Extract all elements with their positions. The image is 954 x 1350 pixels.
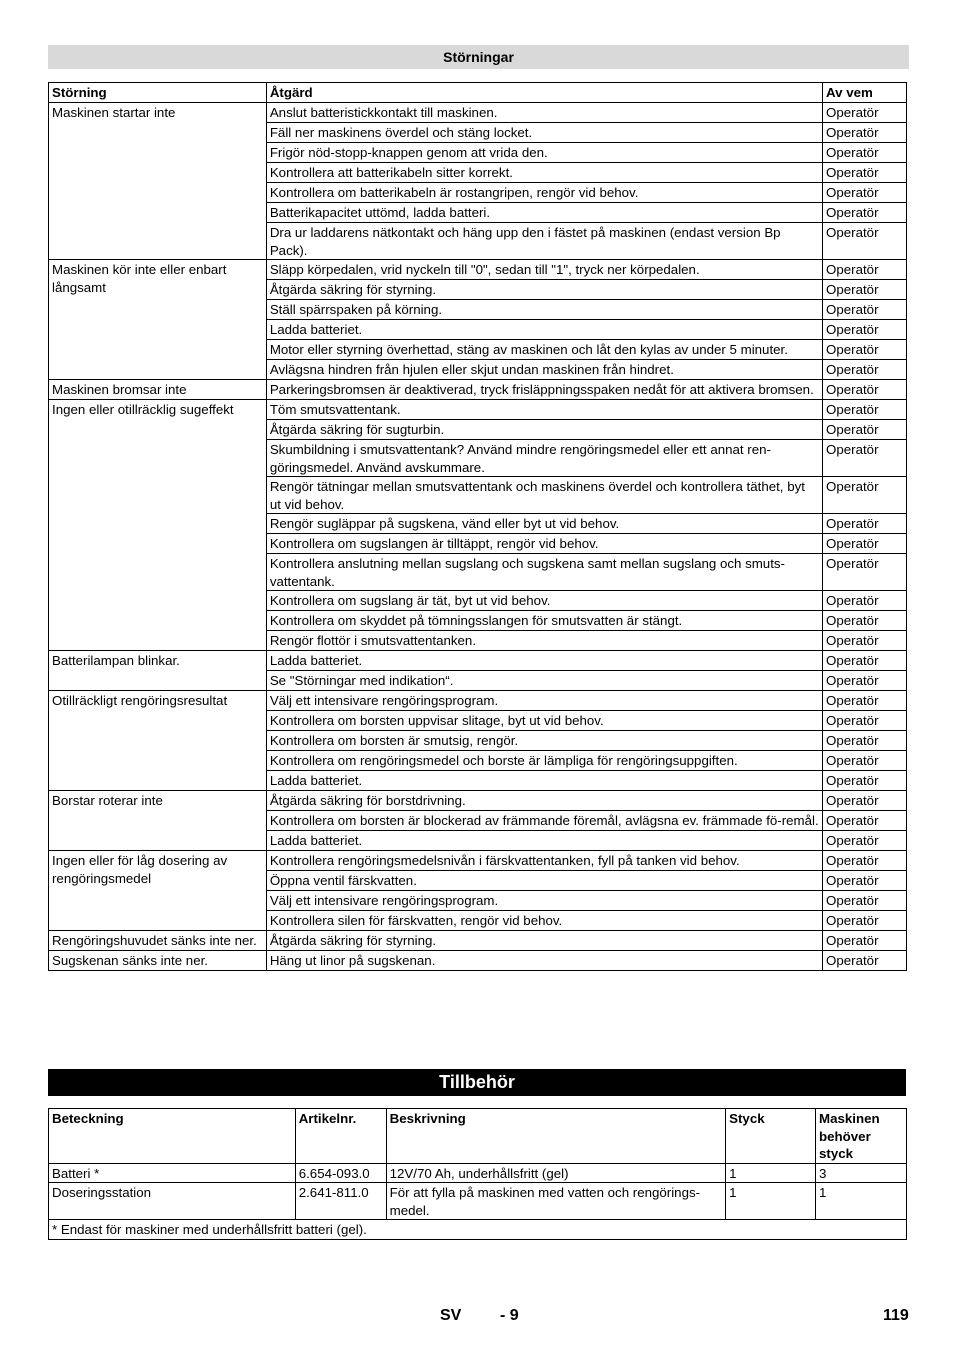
- header-by: Av vem: [823, 83, 907, 103]
- section-title-accessories: Tillbehör: [48, 1069, 906, 1096]
- header-remedy: Åtgärd: [266, 83, 822, 103]
- remedy-cell: Kontrollera om borsten är blockerad av främmande föremål, avlägsna ev. främmade fö-remål.: [266, 811, 822, 831]
- accessory-article-cell: 6.654-093.0: [295, 1163, 386, 1183]
- by-cell: Operatör: [823, 811, 907, 831]
- fault-cell: Borstar roterar inte: [49, 791, 267, 851]
- remedy-cell: Rengör sugläppar på sugskena, vänd eller byt ut vid behov.: [266, 514, 822, 534]
- footer-page-local: - 9: [500, 1307, 519, 1324]
- remedy-cell: Häng ut linor på sugskenan.: [266, 951, 822, 971]
- remedy-cell: Kontrollera rengöringsmedelsnivån i färskvattentanken, fyll på tanken vid behov.: [266, 851, 822, 871]
- by-cell: Operatör: [823, 223, 907, 260]
- remedy-cell: Batterikapacitet uttömd, ladda batteri.: [266, 203, 822, 223]
- remedy-cell: Kontrollera om sugslangen är tilltäppt, rengör vid behov.: [266, 534, 822, 554]
- table-row: [49, 400, 907, 420]
- accessory-qty-cell: 1: [726, 1183, 816, 1220]
- header-qty: Styck: [726, 1109, 816, 1164]
- remedy-cell: Ladda batteriet.: [266, 320, 822, 340]
- remedy-cell: Frigör nöd-stopp-knappen genom att vrida den.: [266, 143, 822, 163]
- accessory-article-cell: 2.641-811.0: [295, 1183, 386, 1220]
- accessories-header-row: [49, 1109, 907, 1164]
- remedy-cell: Se "Störningar med indikation“.: [266, 671, 822, 691]
- by-cell: Operatör: [823, 831, 907, 851]
- fault-cell: Rengöringshuvudet sänks inte ner.: [49, 931, 267, 951]
- table-row: [49, 791, 907, 811]
- remedy-cell: Töm smutsvattentank.: [266, 400, 822, 420]
- by-cell: Operatör: [823, 651, 907, 671]
- remedy-cell: Ställ spärrspaken på körning.: [266, 300, 822, 320]
- by-cell: Operatör: [823, 123, 907, 143]
- remedy-cell: Kontrollera om batterikabeln är rostangripen, rengör vid behov.: [266, 183, 822, 203]
- remedy-cell: Åtgärda säkring för styrning.: [266, 931, 822, 951]
- header-article: Artikelnr.: [295, 1109, 386, 1164]
- by-cell: Operatör: [823, 851, 907, 871]
- remedy-cell: Ladda batteriet.: [266, 651, 822, 671]
- header-fault: Störning: [49, 83, 267, 103]
- remedy-cell: Avlägsna hindren från hjulen eller skjut undan maskinen från hindret.: [266, 360, 822, 380]
- table-row: [49, 1183, 907, 1220]
- table-row: [49, 931, 907, 951]
- header-description: Beskrivning: [386, 1109, 725, 1164]
- by-cell: Operatör: [823, 611, 907, 631]
- by-cell: Operatör: [823, 477, 907, 514]
- fault-cell: Sugskenan sänks inte ner.: [49, 951, 267, 971]
- by-cell: Operatör: [823, 591, 907, 611]
- by-cell: Operatör: [823, 143, 907, 163]
- remedy-cell: Kontrollera anslutning mellan sugslang och sugskena samt mellan sugslang och smuts-vattentank.: [266, 554, 822, 591]
- by-cell: Operatör: [823, 931, 907, 951]
- fault-cell: Batterilampan blinkar.: [49, 651, 267, 691]
- remedy-cell: Kontrollera om sugslang är tät, byt ut vid behov.: [266, 591, 822, 611]
- fault-cell: Ingen eller otillräcklig sugeffekt: [49, 400, 267, 651]
- by-cell: Operatör: [823, 420, 907, 440]
- remedy-cell: Släpp körpedalen, vrid nyckeln till "0", sedan till "1", tryck ner körpedalen.: [266, 260, 822, 280]
- by-cell: Operatör: [823, 791, 907, 811]
- remedy-cell: Kontrollera att batterikabeln sitter korrekt.: [266, 163, 822, 183]
- footer-lang: SV: [440, 1307, 462, 1324]
- by-cell: Operatör: [823, 440, 907, 477]
- remedy-cell: Anslut batteristickkontakt till maskinen.: [266, 103, 822, 123]
- remedy-cell: Skumbildning i smutsvattentank? Använd mindre rengöringsmedel eller ett annat ren-göringsmedel. Använd avskummare.: [266, 440, 822, 477]
- footnote: * Endast för maskiner med underhållsfritt batteri (gel).: [49, 1220, 907, 1240]
- accessory-qty-cell: 1: [726, 1163, 816, 1183]
- table-row: [49, 691, 907, 711]
- table-row: [49, 260, 907, 280]
- by-cell: Operatör: [823, 891, 907, 911]
- remedy-cell: Kontrollera om borsten är smutsig, rengör.: [266, 731, 822, 751]
- by-cell: Operatör: [823, 711, 907, 731]
- by-cell: Operatör: [823, 911, 907, 931]
- by-cell: Operatör: [823, 871, 907, 891]
- remedy-cell: Öppna ventil färskvatten.: [266, 871, 822, 891]
- remedy-cell: Kontrollera om rengöringsmedel och borste är lämpliga för rengöringsuppgiften.: [266, 751, 822, 771]
- by-cell: Operatör: [823, 514, 907, 534]
- footer-page-global: 119: [883, 1307, 909, 1324]
- accessory-description-cell: För att fylla på maskinen med vatten och rengörings-medel.: [386, 1183, 725, 1220]
- by-cell: Operatör: [823, 163, 907, 183]
- table-row: [49, 1163, 907, 1183]
- accessory-required-cell: 1: [816, 1183, 907, 1220]
- by-cell: Operatör: [823, 360, 907, 380]
- section-title-faults: Störningar: [48, 45, 909, 69]
- by-cell: Operatör: [823, 751, 907, 771]
- by-cell: Operatör: [823, 183, 907, 203]
- table-row: [49, 851, 907, 871]
- by-cell: Operatör: [823, 731, 907, 751]
- table-row: [49, 651, 907, 671]
- remedy-cell: Rengör tätningar mellan smutsvattentank och maskinens överdel och kontrollera täthet, byt ut vid behov.: [266, 477, 822, 514]
- by-cell: Operatör: [823, 554, 907, 591]
- table-row: [49, 103, 907, 123]
- accessory-designation-cell: Doseringsstation: [49, 1183, 296, 1220]
- fault-cell: Ingen eller för låg dosering av rengöringsmedel: [49, 851, 267, 931]
- fault-cell: Maskinen bromsar inte: [49, 380, 267, 400]
- accessory-required-cell: 3: [816, 1163, 907, 1183]
- remedy-cell: Åtgärda säkring för borstdrivning.: [266, 791, 822, 811]
- fault-cell: Maskinen startar inte: [49, 103, 267, 260]
- fault-cell: Maskinen kör inte eller enbart långsamt: [49, 260, 267, 380]
- remedy-cell: Åtgärda säkring för styrning.: [266, 280, 822, 300]
- remedy-cell: Fäll ner maskinens överdel och stäng locket.: [266, 123, 822, 143]
- remedy-cell: Parkeringsbromsen är deaktiverad, tryck frisläppningsspaken nedåt för att aktivera bromsen.: [266, 380, 822, 400]
- remedy-cell: Ladda batteriet.: [266, 831, 822, 851]
- remedy-cell: Dra ur laddarens nätkontakt och häng upp den i fästet på maskinen (endast version Bp Pack).: [266, 223, 822, 260]
- remedy-cell: Kontrollera om skyddet på tömningsslangen för smutsvatten är stängt.: [266, 611, 822, 631]
- accessories-table: [48, 1108, 907, 1240]
- faults-header-row: [49, 83, 907, 103]
- accessory-description-cell: 12V/70 Ah, underhållsfritt (gel): [386, 1163, 725, 1183]
- by-cell: Operatör: [823, 320, 907, 340]
- by-cell: Operatör: [823, 340, 907, 360]
- table-row: [49, 380, 907, 400]
- remedy-cell: Åtgärda säkring för sugturbin.: [266, 420, 822, 440]
- remedy-cell: Välj ett intensivare rengöringsprogram.: [266, 891, 822, 911]
- by-cell: Operatör: [823, 280, 907, 300]
- by-cell: Operatör: [823, 771, 907, 791]
- by-cell: Operatör: [823, 260, 907, 280]
- by-cell: Operatör: [823, 203, 907, 223]
- header-designation: Beteckning: [49, 1109, 296, 1164]
- by-cell: Operatör: [823, 103, 907, 123]
- by-cell: Operatör: [823, 671, 907, 691]
- by-cell: Operatör: [823, 380, 907, 400]
- by-cell: Operatör: [823, 691, 907, 711]
- faults-table: [48, 82, 907, 971]
- by-cell: Operatör: [823, 534, 907, 554]
- footnote-row: [49, 1220, 907, 1240]
- by-cell: Operatör: [823, 631, 907, 651]
- header-required: Maskinen behöver styck: [816, 1109, 907, 1164]
- remedy-cell: Välj ett intensivare rengöringsprogram.: [266, 691, 822, 711]
- by-cell: Operatör: [823, 300, 907, 320]
- remedy-cell: Kontrollera silen för färskvatten, rengör vid behov.: [266, 911, 822, 931]
- accessory-designation-cell: Batteri *: [49, 1163, 296, 1183]
- by-cell: Operatör: [823, 951, 907, 971]
- table-row: [49, 951, 907, 971]
- remedy-cell: Kontrollera om borsten uppvisar slitage, byt ut vid behov.: [266, 711, 822, 731]
- fault-cell: Otillräckligt rengöringsresultat: [49, 691, 267, 791]
- by-cell: Operatör: [823, 400, 907, 420]
- remedy-cell: Ladda batteriet.: [266, 771, 822, 791]
- remedy-cell: Motor eller styrning överhettad, stäng av maskinen och låt den kylas av under 5 minuter.: [266, 340, 822, 360]
- remedy-cell: Rengör flottör i smutsvattentanken.: [266, 631, 822, 651]
